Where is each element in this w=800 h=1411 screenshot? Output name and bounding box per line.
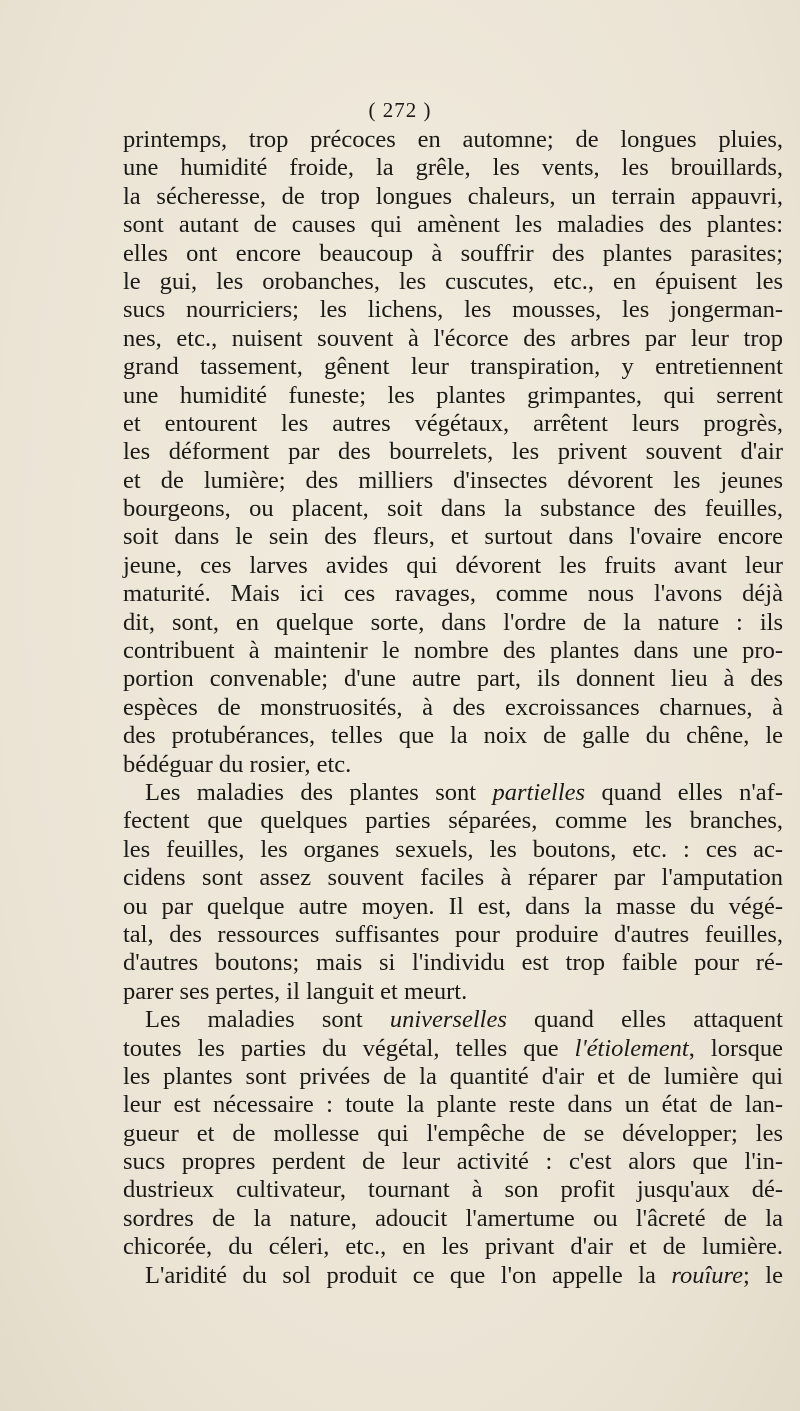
text-segment: tal, des ressources suffisantes pour produire d'autres feuilles, xyxy=(123,920,783,948)
text-line xyxy=(123,1091,783,1119)
text-line xyxy=(123,552,783,580)
text-segment: contribuent à maintenir le nombre des plantes dans une pro- xyxy=(123,637,783,665)
text-line xyxy=(123,523,783,551)
text-segment: des protubérances, telles que la noix de galle du chêne, le xyxy=(123,722,783,750)
text-line xyxy=(123,807,783,835)
text-line xyxy=(123,949,783,977)
text-segment: dustrieux cultivateur, tournant à son profit jusqu'aux dé- xyxy=(123,1176,783,1204)
text-segment: maturité. Mais ici ces ravages, comme nous l'avons déjà xyxy=(123,580,783,608)
text-segment: leur est nécessaire : toute la plante reste dans un état de lan- xyxy=(123,1091,783,1119)
text-line xyxy=(123,751,783,779)
text-segment: une humidité funeste; les plantes grimpantes, qui serrent xyxy=(123,381,783,409)
text-segment: les feuilles, les organes sexuels, les boutons, etc. : ces ac- xyxy=(123,835,783,863)
text-line xyxy=(123,978,783,1006)
text-segment: printemps, trop précoces en automne; de longues pluies, xyxy=(123,126,783,153)
text-line xyxy=(123,268,783,296)
text-line xyxy=(123,1035,783,1063)
text-segment: sucs nourriciers; les lichens, les mousses, les jongerman- xyxy=(123,296,783,324)
page-number: ( 272 ) xyxy=(368,98,432,122)
text-segment: le gui, les orobanches, les cuscutes, etc., en épuisent les xyxy=(123,267,783,295)
text-line xyxy=(123,609,783,637)
text-segment: chicorée, du céleri, etc., en les privant d'air et de lumière. xyxy=(123,1233,783,1261)
text-segment: portion convenable; d'une autre part, ils donnent lieu à des xyxy=(123,665,783,693)
text-line xyxy=(123,779,783,807)
text-line xyxy=(123,665,783,693)
text-line xyxy=(123,637,783,665)
text-segment: espèces de monstruosités, à des excroissances charnues, à xyxy=(123,693,783,721)
text-line xyxy=(123,893,783,921)
text-segment: ; le xyxy=(743,1261,783,1289)
text-segment: L'aridité du sol produit ce que l'on appelle la xyxy=(145,1261,672,1289)
text-segment: Les maladies des plantes sont xyxy=(145,778,493,806)
italic-term: partielles xyxy=(492,778,586,806)
text-line xyxy=(123,183,783,211)
text-segment: Les maladies sont xyxy=(145,1006,390,1034)
text-segment: et de lumière; des milliers d'insectes dévorent les jeunes xyxy=(123,466,783,494)
page-body-text xyxy=(123,126,783,1290)
text-line xyxy=(123,296,783,324)
text-line xyxy=(123,580,783,608)
text-segment: ou par quelque autre moyen. Il est, dans la masse du végé- xyxy=(123,892,783,920)
text-segment: la sécheresse, de trop longues chaleurs, un terrain appauvri, xyxy=(123,182,783,210)
text-segment: sont autant de causes qui amènent les maladies des plantes: xyxy=(123,211,783,239)
text-line xyxy=(123,495,783,523)
text-segment: parer ses pertes, il languit et meurt. xyxy=(123,977,468,1005)
text-line xyxy=(123,353,783,381)
text-segment: , lorsque xyxy=(688,1034,784,1062)
text-line xyxy=(123,382,783,410)
text-segment: dit, sont, en quelque sorte, dans l'ordre de la nature : ils xyxy=(123,608,783,636)
text-segment: gueur et de mollesse qui l'empêche de se développer; les xyxy=(123,1119,783,1147)
text-line xyxy=(123,864,783,892)
text-line xyxy=(123,921,783,949)
text-line xyxy=(123,1148,783,1176)
text-segment: jeune, ces larves avides qui dévorent les fruits avant leur xyxy=(123,551,783,579)
text-segment: bédéguar du rosier, etc. xyxy=(123,750,352,778)
text-line xyxy=(123,1176,783,1204)
text-line xyxy=(123,836,783,864)
text-line xyxy=(123,1233,783,1261)
text-segment: grand tassement, gênent leur transpiration, y entretiennent xyxy=(123,353,783,381)
text-line xyxy=(123,1063,783,1091)
text-segment: elles ont encore beaucoup à souffrir des plantes parasites; xyxy=(123,239,783,267)
text-line xyxy=(123,154,783,182)
italic-term: universelles xyxy=(389,1006,507,1034)
text-line xyxy=(123,1205,783,1233)
text-line xyxy=(123,410,783,438)
text-segment: soit dans le sein des fleurs, et surtout dans l'ovaire encore xyxy=(123,523,783,551)
text-line xyxy=(123,1006,783,1034)
text-segment: d'autres boutons; mais si l'individu est trop faible pour ré- xyxy=(123,949,783,977)
italic-term: rouîure xyxy=(671,1261,744,1289)
text-segment: sordres de la nature, adoucit l'amertume ou l'âcreté de la xyxy=(123,1204,783,1232)
text-line xyxy=(123,325,783,353)
text-line xyxy=(123,722,783,750)
text-line xyxy=(123,126,783,154)
text-line xyxy=(123,438,783,466)
text-segment: quand elles attaquent xyxy=(506,1006,783,1034)
text-line xyxy=(123,1120,783,1148)
text-segment: nes, etc., nuisent souvent à l'écorce des arbres par leur trop xyxy=(123,324,783,352)
text-line xyxy=(123,694,783,722)
text-segment: fectent que quelques parties séparées, comme les branches, xyxy=(123,807,783,835)
text-line xyxy=(123,211,783,239)
text-segment: sucs propres perdent de leur activité : c'est alors que l'in- xyxy=(123,1148,783,1176)
text-line xyxy=(123,1262,783,1290)
text-segment: les déforment par des bourrelets, les privent souvent d'air xyxy=(123,438,783,466)
text-segment: une humidité froide, la grêle, les vents, les brouillards, xyxy=(123,154,783,182)
italic-term: l'étiolement xyxy=(574,1034,689,1062)
text-segment: et entourent les autres végétaux, arrêtent leurs progrès, xyxy=(123,409,783,437)
text-segment: quand elles n'af- xyxy=(585,778,783,806)
text-segment: cidens sont assez souvent faciles à réparer par l'amputation xyxy=(123,864,783,892)
text-segment: bourgeons, ou placent, soit dans la substance des feuilles, xyxy=(123,495,783,523)
text-line xyxy=(123,240,783,268)
text-line xyxy=(123,467,783,495)
text-segment: les plantes sont privées de la quantité d'air et de lumière qui xyxy=(123,1062,783,1090)
text-segment: toutes les parties du végétal, telles que xyxy=(123,1034,575,1062)
